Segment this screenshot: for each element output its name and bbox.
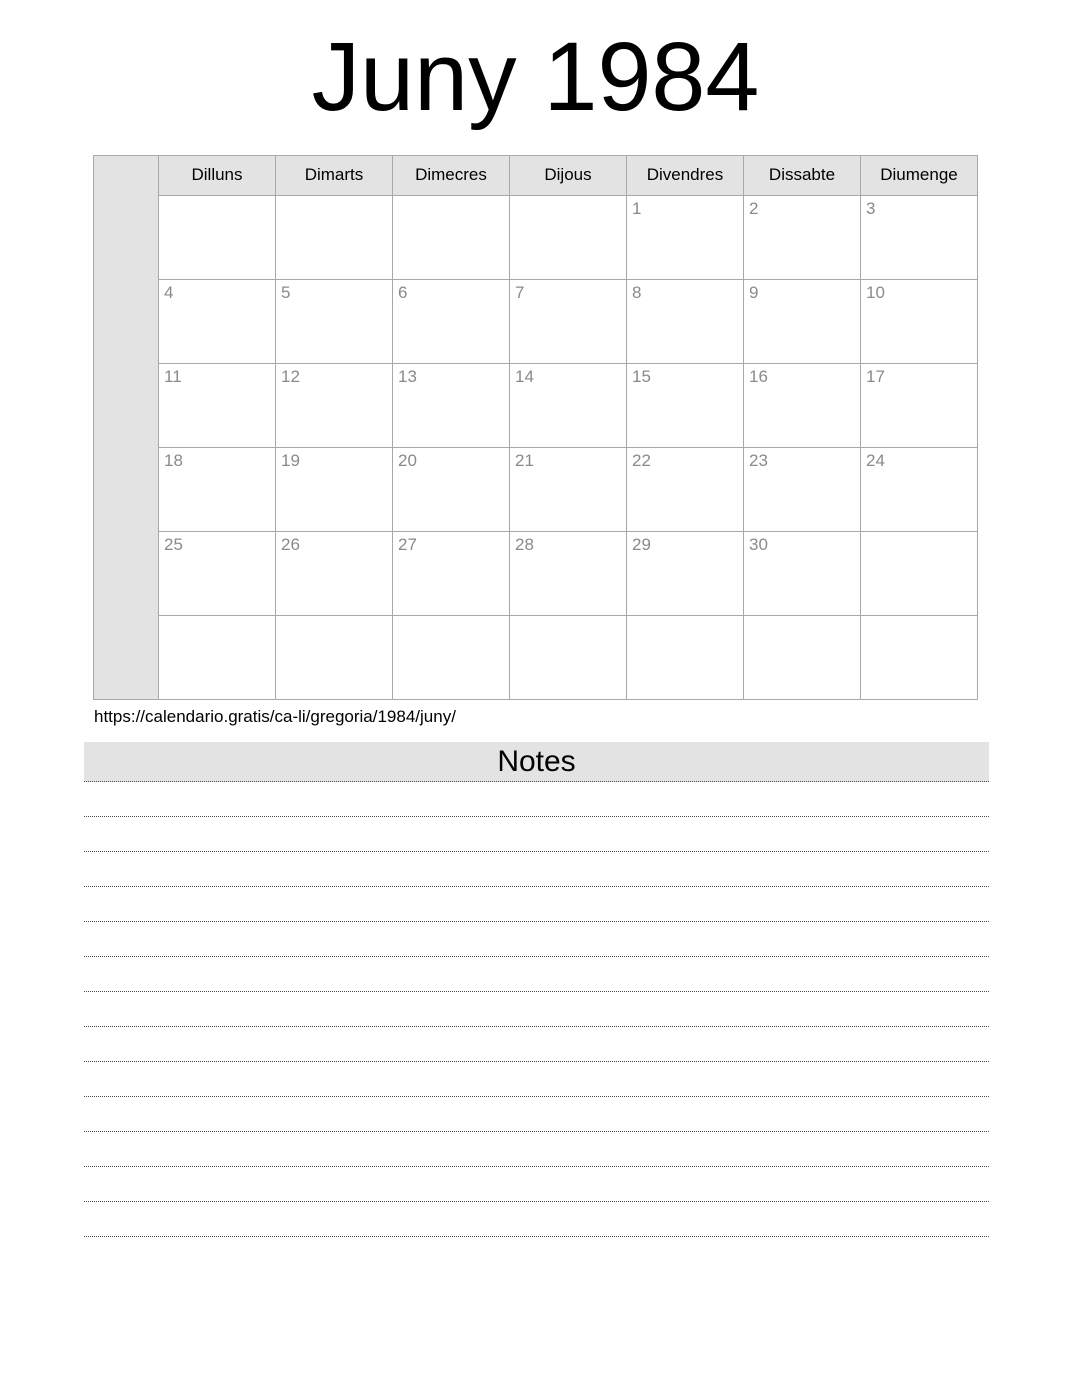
notes-line (84, 1132, 989, 1167)
day-cell: 29 (627, 531, 744, 615)
day-cell: 19 (276, 447, 393, 531)
day-cell (276, 615, 393, 699)
weekday-header-dilluns: Dilluns (159, 155, 276, 195)
weekday-header-dimarts: Dimarts (276, 155, 393, 195)
day-cell: 20 (393, 447, 510, 531)
day-cell: 15 (627, 363, 744, 447)
notes-line (84, 887, 989, 922)
notes-line (84, 957, 989, 992)
page-title: Juny 1984 (311, 22, 760, 131)
day-cell: 27 (393, 531, 510, 615)
day-cell (276, 195, 393, 279)
notes-line (84, 1062, 989, 1097)
day-cell: 16 (744, 363, 861, 447)
day-cell: 12 (276, 363, 393, 447)
weekday-header-dijous: Dijous (510, 155, 627, 195)
day-cell: 22 (627, 447, 744, 531)
calendar-table (93, 155, 978, 700)
week-row-6 (94, 615, 978, 699)
day-cell: 9 (744, 279, 861, 363)
week-row-3 (94, 363, 978, 447)
notes-line (84, 992, 989, 1027)
notes-line (84, 852, 989, 887)
week-number-column (94, 155, 159, 699)
weekday-header-diumenge: Diumenge (861, 155, 978, 195)
notes-line (84, 1202, 989, 1237)
day-cell (510, 615, 627, 699)
day-cell: 7 (510, 279, 627, 363)
notes-section (84, 742, 989, 1237)
notes-lines (84, 782, 989, 1237)
notes-line (84, 782, 989, 817)
day-cell (159, 615, 276, 699)
notes-line (84, 1097, 989, 1132)
week-row-2 (94, 279, 978, 363)
source-url-text: https://calendario.gratis/ca-li/gregoria/1984/juny/ (94, 706, 456, 726)
notes-line (84, 817, 989, 852)
day-cell: 21 (510, 447, 627, 531)
notes-line (84, 1027, 989, 1062)
week-row-1 (94, 195, 978, 279)
day-cell: 10 (861, 279, 978, 363)
day-cell: 13 (393, 363, 510, 447)
weekday-header-divendres: Divendres (627, 155, 744, 195)
day-cell: 11 (159, 363, 276, 447)
day-cell: 8 (627, 279, 744, 363)
day-cell (393, 195, 510, 279)
day-cell (861, 531, 978, 615)
day-cell: 24 (861, 447, 978, 531)
notes-line (84, 922, 989, 957)
day-cell (861, 615, 978, 699)
day-cell: 25 (159, 531, 276, 615)
weekday-header-dimecres: Dimecres (393, 155, 510, 195)
day-cell (393, 615, 510, 699)
week-row-4 (94, 447, 978, 531)
day-cell: 1 (627, 195, 744, 279)
day-cell: 17 (861, 363, 978, 447)
day-cell: 18 (159, 447, 276, 531)
day-cell: 6 (393, 279, 510, 363)
day-cell: 3 (861, 195, 978, 279)
week-row-5 (94, 531, 978, 615)
day-cell (627, 615, 744, 699)
day-cell (159, 195, 276, 279)
notes-header: Notes (84, 742, 989, 782)
day-cell (744, 615, 861, 699)
day-cell: 26 (276, 531, 393, 615)
day-cell: 30 (744, 531, 861, 615)
notes-line (84, 1167, 989, 1202)
weekday-header-dissabte: Dissabte (744, 155, 861, 195)
day-cell: 4 (159, 279, 276, 363)
day-cell: 2 (744, 195, 861, 279)
day-cell: 28 (510, 531, 627, 615)
day-cell: 5 (276, 279, 393, 363)
day-cell (510, 195, 627, 279)
day-cell: 23 (744, 447, 861, 531)
weekday-header-row (94, 155, 978, 195)
day-cell: 14 (510, 363, 627, 447)
